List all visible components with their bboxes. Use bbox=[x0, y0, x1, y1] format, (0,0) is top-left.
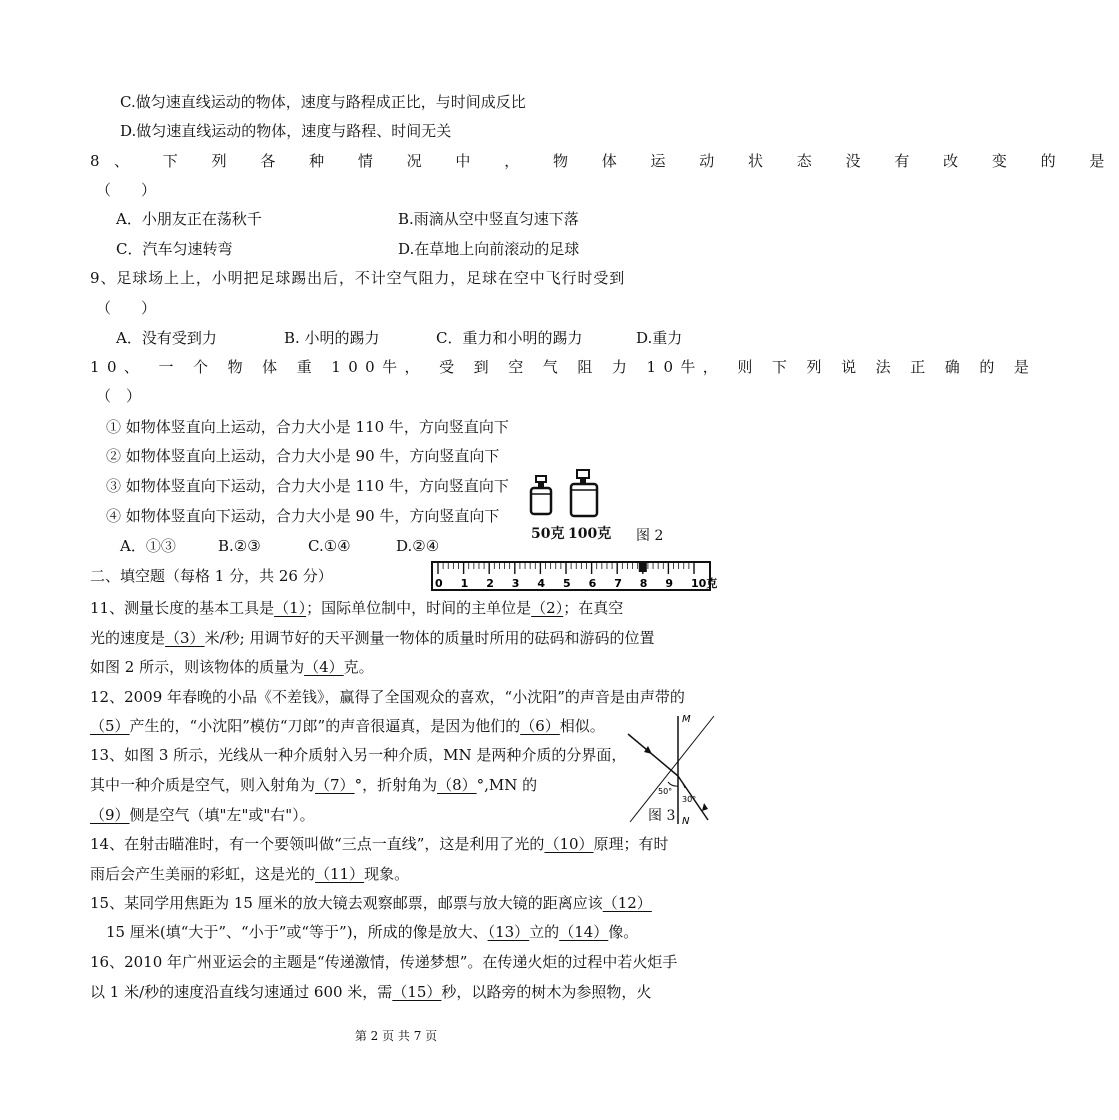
blank-13: （13） bbox=[487, 923, 530, 941]
q13-line-3 bbox=[90, 805, 315, 825]
q14-text-2b: 现象。 bbox=[364, 865, 410, 883]
q13-text-3b: 侧是空气（填"左"或"右"）。 bbox=[129, 806, 315, 824]
q12-line-2 bbox=[90, 716, 605, 736]
q11-text-1c: ；在真空 bbox=[563, 599, 624, 617]
q11-line-1 bbox=[90, 598, 623, 618]
q10-statement-3: ③ 如物体竖直向下运动，合力大小是 110 牛，方向竖直向下 bbox=[106, 477, 509, 495]
q11-line-2 bbox=[90, 628, 654, 648]
q9-option-a: A．没有受到力 bbox=[116, 329, 217, 347]
q9-answer-paren: （ ） bbox=[96, 299, 157, 317]
page-footer: 第 2 页 共 7 页 bbox=[354, 1029, 438, 1043]
q8-stem bbox=[90, 151, 1119, 171]
q10-option-b: B.②③ bbox=[218, 537, 261, 555]
q13-text-2c: °,MN 的 bbox=[476, 776, 538, 794]
q8-option-d: D.在草地上向前滚动的足球 bbox=[398, 240, 580, 258]
rider-scale-ruler bbox=[430, 560, 718, 592]
blank-10: （10） bbox=[544, 835, 594, 853]
q11-text-2b: 米/秒; 用调节好的天平测量一物体的质量时所用的砝码和游码的位置 bbox=[204, 629, 655, 647]
ruler-tick-label: 10克 bbox=[691, 577, 718, 590]
rider-marker bbox=[639, 562, 647, 572]
blank-15: （15） bbox=[392, 983, 442, 1001]
ruler-tick-label: 0 bbox=[435, 577, 443, 590]
label-n: N bbox=[682, 816, 690, 827]
figure-2-label: 图 2 bbox=[636, 528, 664, 544]
q15-line-1 bbox=[90, 893, 652, 913]
q10-option-c: C.①④ bbox=[308, 537, 351, 555]
blank-14: （14） bbox=[559, 923, 609, 941]
q10-answer-paren: （ ） bbox=[96, 387, 142, 405]
q15-text-1a: 15、某同学用焦距为 15 厘米的放大镜去观察邮票，邮票与放大镜的距离应该 bbox=[90, 894, 603, 912]
q10-option-d: D.②④ bbox=[396, 537, 440, 555]
q10-statement-1: ① 如物体竖直向上运动，合力大小是 110 牛，方向竖直向下 bbox=[106, 418, 509, 436]
q8-stem-text: 8、 下 列 各 种 情 况 中 ， 物 体 运 动 状 态 没 有 改 变 的 是 bbox=[90, 152, 1119, 170]
q12-text-2b: 相似。 bbox=[559, 717, 605, 735]
blank-6: （6） bbox=[520, 717, 560, 735]
q8-answer-paren: （ ） bbox=[96, 181, 157, 199]
q16-line-1: 16、2010 年广州亚运会的主题是“传递激情，传递梦想”。在传递火炬的过程中若火炬手 bbox=[90, 953, 678, 971]
q15-text-2b: 立的 bbox=[529, 923, 560, 941]
ruler-tick-label: 5 bbox=[563, 577, 571, 590]
q11-text-3a: 如图 2 所示，则该物体的质量为 bbox=[90, 658, 305, 676]
ruler-tick-label: 3 bbox=[511, 577, 520, 590]
q13-line-1: 13、如图 3 所示，光线从一种介质射入另一种介质，MN 是两种介质的分界面， bbox=[90, 746, 627, 764]
q14-text-1a: 14、在射击瞄准时，有一个要领叫做“三点一直线”，这是利用了光的 bbox=[90, 835, 545, 853]
q9-option-b: B. 小明的踢力 bbox=[284, 329, 380, 347]
ruler-tick-label: 4 bbox=[537, 577, 546, 590]
q9-option-d: D.重力 bbox=[636, 329, 683, 347]
ruler-tick-label: 2 bbox=[486, 577, 494, 590]
blank-8: （8） bbox=[437, 776, 477, 794]
q7-option-d: D.做匀速直线运动的物体，速度与路程、时间无关 bbox=[120, 122, 452, 140]
angle-50-label: 50° bbox=[658, 787, 673, 796]
q16-line-2 bbox=[90, 982, 651, 1002]
q13-text-2b: °，折射角为 bbox=[354, 776, 438, 794]
angle-arc-left bbox=[668, 782, 678, 786]
blank-7: （7） bbox=[315, 776, 355, 794]
q11-line-3 bbox=[90, 657, 374, 677]
blank-2: （2） bbox=[531, 599, 564, 617]
q14-text-2a: 雨后会产生美丽的彩虹，这是光的 bbox=[90, 865, 316, 883]
incident-ray bbox=[628, 734, 678, 776]
q14-line-2 bbox=[90, 864, 409, 884]
q16-text-2a: 以 1 米/秒的速度沿直线匀速通过 600 米，需 bbox=[90, 983, 393, 1001]
q10-option-a: A．①③ bbox=[120, 537, 176, 555]
angle-30-label: 30° bbox=[682, 795, 697, 804]
q9-stem: 9、足球场上上，小明把足球踢出后，不计空气阻力，足球在空中飞行时受到 bbox=[90, 269, 626, 287]
q14-text-1b: 原理；有时 bbox=[593, 835, 669, 853]
blank-11: （11） bbox=[315, 865, 365, 883]
q8-option-b: B.雨滴从空中竖直匀速下落 bbox=[398, 210, 579, 228]
q15-text-2a: 15 厘米(填“大于”、“小于”或“等于”)，所成的像是放大、 bbox=[106, 923, 488, 941]
q8-option-a: A．小朋友正在荡秋千 bbox=[116, 210, 262, 228]
q12-line-1: 12、2009 年春晚的小品《不差钱》，赢得了全国观众的喜欢，“小沈阳”的声音是由声带的 bbox=[90, 688, 685, 706]
q12-text-2a: 产生的，“小沈阳”模仿“刀郎”的声音很逼真，是因为他们的 bbox=[129, 717, 521, 735]
q11-text-2a: 光的速度是 bbox=[90, 629, 166, 647]
q9-option-c: C．重力和小明的踢力 bbox=[436, 329, 583, 347]
blank-9: （9） bbox=[90, 806, 130, 824]
section-2-title: 二、填空题（每格 1 分，共 26 分） bbox=[90, 567, 333, 585]
weight-50g-label: 50克 bbox=[531, 526, 565, 542]
q14-line-1 bbox=[90, 834, 669, 854]
ruler-tick-label: 9 bbox=[665, 577, 674, 590]
q13-line-2 bbox=[90, 775, 537, 795]
blank-5: （5） bbox=[90, 717, 130, 735]
blank-3: （3） bbox=[165, 629, 205, 647]
q15-text-2c: 像。 bbox=[608, 923, 639, 941]
ruler-tick-label: 8 bbox=[639, 577, 648, 590]
q10-statement-4: ④ 如物体竖直向下运动，合力大小是 90 牛，方向竖直向下 bbox=[106, 507, 500, 525]
q10-statement-2: ② 如物体竖直向上运动，合力大小是 90 牛，方向竖直向下 bbox=[106, 447, 500, 465]
q8-option-c: C．汽车匀速转弯 bbox=[116, 240, 233, 258]
q7-option-c: C.做匀速直线运动的物体，速度与路程成正比，与时间成反比 bbox=[120, 93, 526, 111]
q13-text-2a: 其中一种介质是空气，则入射角为 bbox=[90, 776, 316, 794]
blank-12: （12） bbox=[602, 894, 652, 912]
label-m: M bbox=[682, 714, 691, 725]
ruler-tick-label: 1 bbox=[460, 577, 469, 590]
blank-1: （1） bbox=[274, 599, 307, 617]
weight-50g-icon bbox=[531, 476, 551, 514]
q15-line-2 bbox=[106, 922, 638, 942]
q10-stem: 10、 一 个 物 体 重 100牛， 受 到 空 气 阻 力 10牛， 则 下 列 说 法 正 确 的 是 bbox=[90, 358, 1037, 376]
figure-3-label: 图 3 bbox=[648, 808, 676, 824]
q16-text-2b: 秒，以路旁的树木为参照物，火 bbox=[441, 983, 652, 1001]
ruler-tick-label: 6 bbox=[588, 577, 597, 590]
q11-text-3b: 克。 bbox=[343, 658, 374, 676]
q11-text-1a: 11、测量长度的基本工具是 bbox=[90, 599, 275, 617]
q11-text-1b: ；国际单位制中，时间的主单位是 bbox=[306, 599, 532, 617]
ruler-tick-label: 7 bbox=[614, 577, 622, 590]
blank-4: （4） bbox=[304, 658, 344, 676]
weight-100g-icon bbox=[571, 470, 597, 516]
incident-arrow-icon bbox=[644, 746, 652, 754]
refracted-arrow-icon bbox=[702, 803, 708, 811]
weight-100g-label: 100克 bbox=[568, 526, 612, 542]
